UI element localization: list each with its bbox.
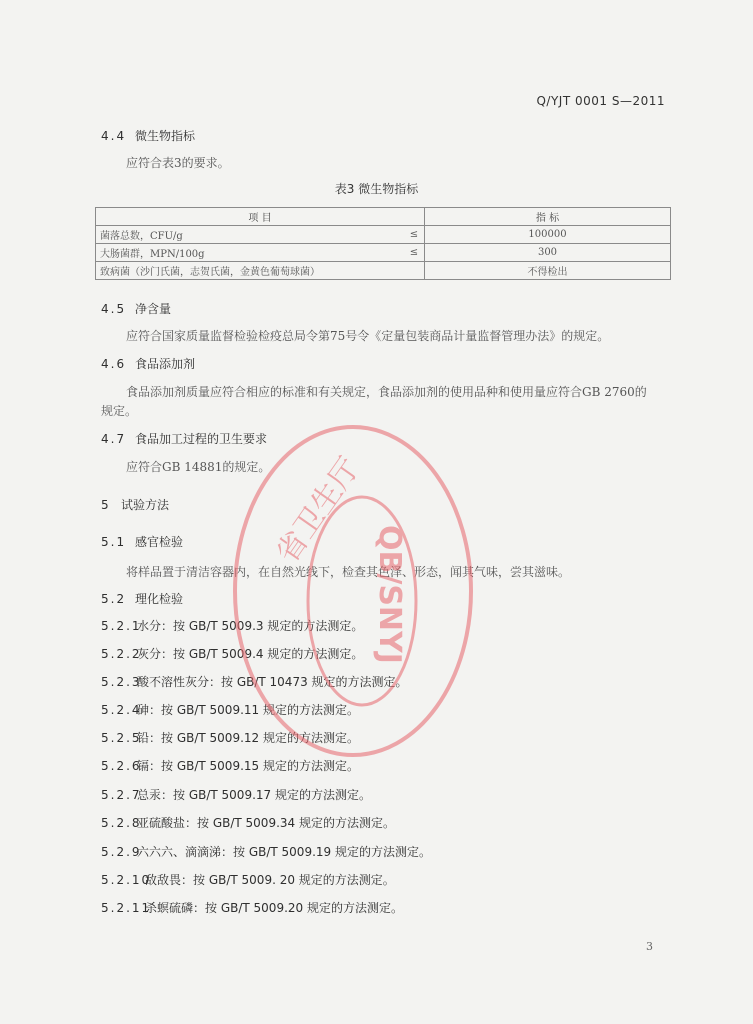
heading-4-5: 4.5 净含量 [101, 302, 172, 316]
para-4-6-line1: 食品添加剂质量应符合相应的标准和有关规定，食品添加剂的使用品种和使用量应符合GB 2760的 [126, 385, 647, 399]
list-item: 5.2.6镉：按 GB/T 5009.15 规定的方法测定。 [101, 759, 359, 773]
para-4-5: 应符合国家质量监督检验检疫总局令第75号令《定量包装商品计量监督管理办法》的规定。 [126, 329, 610, 343]
cell-op [404, 262, 425, 280]
list-item: 5.2.10敌敌畏：按 GB/T 5009. 20 规定的方法测定。 [101, 873, 395, 887]
list-item: 5.2.11杀螟硫磷：按 GB/T 5009.20 规定的方法测定。 [101, 901, 403, 915]
filing-seal [222, 415, 484, 767]
header-value: 指 标 [425, 208, 671, 226]
page-number: 3 [646, 940, 653, 953]
table-row [96, 262, 671, 280]
cell-value: 100000 [425, 226, 671, 244]
heading-4-4: 4.4 微生物指标 [101, 129, 196, 143]
cell-item: 菌落总数，CFU/g [96, 226, 405, 244]
list-item: 5.2.7总汞：按 GB/T 5009.17 规定的方法测定。 [101, 788, 371, 802]
para-4-4: 应符合表3的要求。 [126, 156, 230, 170]
table-header-row [96, 208, 671, 226]
heading-4-6: 4.6 食品添加剂 [101, 357, 196, 371]
table-row [96, 226, 671, 244]
heading-5: 5 试验方法 [101, 498, 170, 512]
list-item: 5.2.4砷：按 GB/T 5009.11 规定的方法测定。 [101, 703, 359, 717]
para-4-7: 应符合GB 14881的规定。 [126, 460, 271, 474]
table-caption: 表3 微生物指标 [334, 182, 419, 196]
table-row [96, 244, 671, 262]
cell-item: 致病菌（沙门氏菌，志贺氏菌，金黄色葡萄球菌） [96, 262, 405, 280]
cell-item: 大肠菌群，MPN/100g [96, 244, 405, 262]
header-item: 项 目 [96, 208, 425, 226]
seal-outer-text: 省卫生厅 [269, 451, 368, 570]
heading-5-2: 5.2 理化检验 [101, 592, 184, 606]
para-4-6-line2: 规定。 [101, 404, 138, 418]
cell-value: 300 [425, 244, 671, 262]
cell-op: ≤ [404, 244, 425, 262]
para-5-1: 将样品置于清洁容器内，在自然光线下，检查其色泽、形态，闻其气味，尝其滋味。 [126, 565, 571, 579]
cell-value: 不得检出 [425, 262, 671, 280]
list-item: 5.2.2灰分：按 GB/T 5009.4 规定的方法测定。 [101, 647, 364, 661]
doc-code: Q/YJT 0001 S—2011 [536, 94, 665, 108]
microbial-table [95, 207, 671, 280]
list-item: 5.2.3酸不溶性灰分：按 GB/T 10473 规定的方法测定。 [101, 675, 408, 689]
seal-inner-text: QB/SNYJ [372, 525, 407, 664]
heading-5-1: 5.1 感官检验 [101, 535, 184, 549]
list-item: 5.2.5铅：按 GB/T 5009.12 规定的方法测定。 [101, 731, 359, 745]
heading-4-7: 4.7 食品加工过程的卫生要求 [101, 432, 268, 446]
list-item: 5.2.8亚硫酸盐：按 GB/T 5009.34 规定的方法测定。 [101, 816, 395, 830]
list-item: 5.2.9六六六、滴滴涕：按 GB/T 5009.19 规定的方法测定。 [101, 845, 431, 859]
cell-op: ≤ [404, 226, 425, 244]
list-item: 5.2.1水分：按 GB/T 5009.3 规定的方法测定。 [101, 619, 364, 633]
